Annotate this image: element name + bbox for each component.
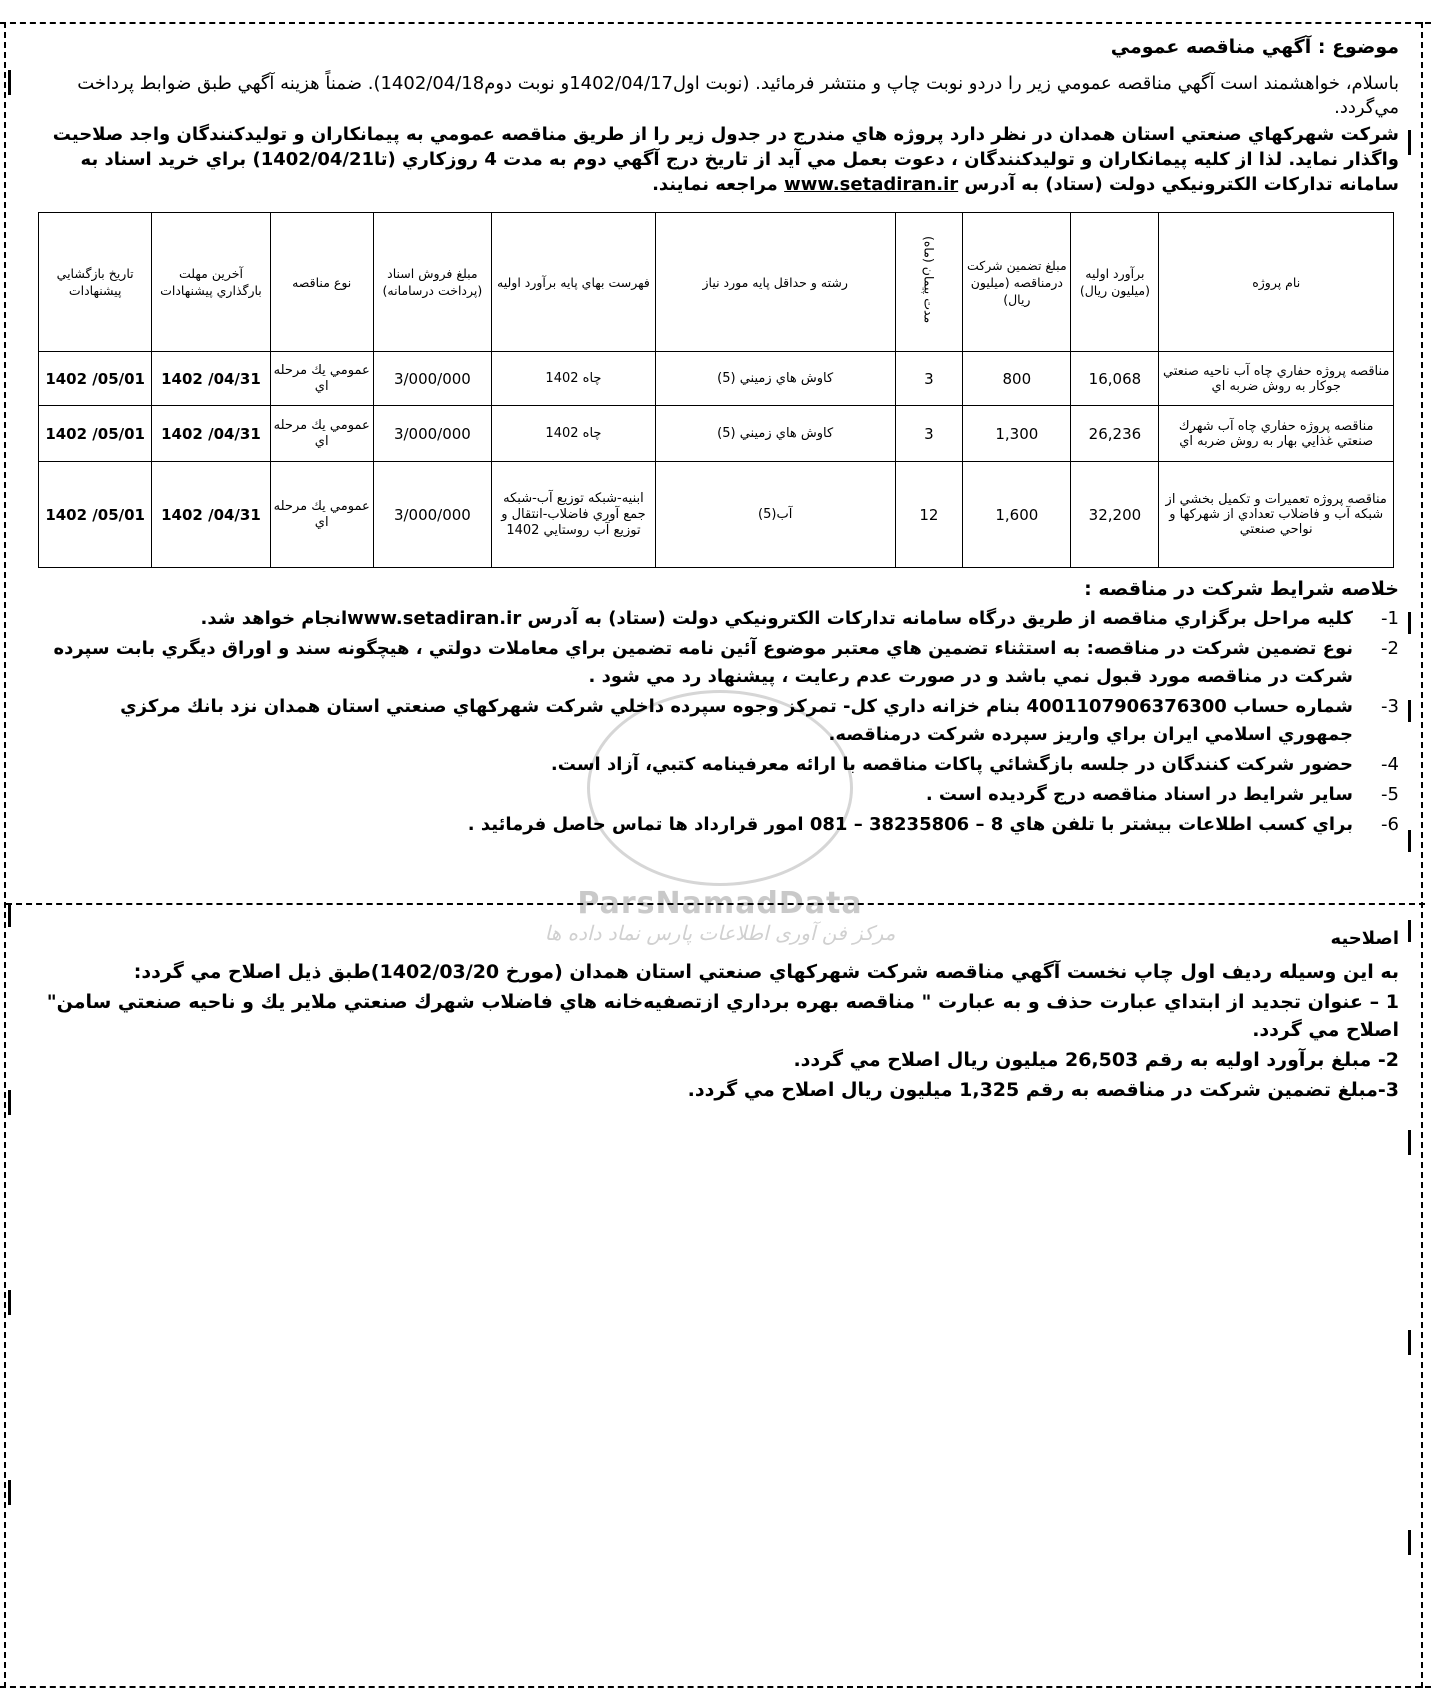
cell-deadline: 04/31/ 1402: [152, 406, 270, 462]
margin-rule: [1408, 612, 1411, 634]
conditions-list: [46, 605, 1399, 841]
condition-item: [46, 693, 1399, 749]
margin-rule: [1408, 1130, 1411, 1155]
col-tender-type: نوع مناقصه: [270, 213, 373, 352]
col-duration-label: مدت پيمان (ماه): [921, 236, 937, 324]
tender-table: [38, 212, 1394, 568]
condition-item: [46, 751, 1399, 779]
margin-rule: [8, 1480, 11, 1505]
margin-rule: [1408, 920, 1411, 942]
table-row: [39, 462, 1394, 568]
condition-text: براي كسب اطلاعات بيشتر با تلفن هاي 8 – 38235806 – 081 امور قرارداد ها تماس حاصل فرمائيد .: [467, 814, 1353, 835]
page-frame-left: [4, 22, 6, 1688]
col-project-name: نام پروژه: [1159, 213, 1394, 352]
cell-price-list: چاه 1402: [492, 352, 656, 406]
col-duration: [895, 213, 963, 352]
website-link[interactable]: www.setadiran.ir: [784, 174, 959, 195]
condition-item: [46, 811, 1399, 839]
section-divider: [6, 903, 1425, 905]
cell-project-name: مناقصه پروژه حفاري چاه آب شهرك صنعتي غذايي بهار به روش ضربه اي: [1159, 406, 1394, 462]
cell-guarantee: 1,600: [963, 462, 1071, 568]
cell-duration: 3: [895, 406, 963, 462]
margin-rule: [1408, 700, 1411, 722]
margin-rule: [1408, 1330, 1411, 1355]
table-row: [39, 406, 1394, 462]
cell-estimate: 16,068: [1071, 352, 1159, 406]
condition-item: [46, 605, 1399, 633]
margin-rule: [8, 905, 11, 927]
margin-rule: [8, 70, 11, 95]
cell-field: آب(5): [655, 462, 895, 568]
condition-text: نوع تضمين شركت در مناقصه: به استثناء تضمين هاي معتبر موضوع آئين نامه تضمين براي معاملات دولتي ، هيچگونه سند و اوراق ديگري بابت سپرده شركت در مناقصه مورد قبول نمي باشد و در صورت عدم رعايت ، پيشنهاد رد مي شود .: [53, 638, 1353, 687]
cell-duration: 12: [895, 462, 963, 568]
condition-text: حضور شركت كنندگان در جلسه بازگشائي پاكات مناقصه با ارائه معرفينامه كتبي، آزاد است.: [550, 754, 1353, 775]
cell-tender-type: عمومي يك مرحله اي: [270, 462, 373, 568]
invitation-text: شركت شهركهاي صنعتي استان همدان در نظر دارد پروژه هاي مندرج در جدول زير را از طريق مناقصه عمومي به پيمانكاران و توليدكنندگان واجد صلاحيت واگذار نمايد. لذا از كليه پيمانكاران و توليدكنندگان ، دعوت بعمل مي آيد از تاريخ درج آگهي دوم به مدت 4 روزكاري (تا1402/04/21) براي خريد اسناد به سامانه تداركات الكترونيكي دولت (ستاد) به آدرس: [52, 124, 1399, 195]
cell-doc-price: 3/000/000: [373, 352, 491, 406]
cell-tender-type: عمومي يك مرحله اي: [270, 352, 373, 406]
col-estimate: برآورد اوليه (ميليون ريال): [1071, 213, 1159, 352]
correction-line: 1 – عنوان تجديد از ابتداي عبارت حذف و به عبارت " مناقصه بهره برداري ازتصفيه‌خانه هاي فاضلاب شهرك صنعتي ملاير يك و ناحيه صنعتي سامن" اصلاح مي گردد.: [46, 991, 1399, 1041]
cell-deadline: 04/31/ 1402: [152, 462, 270, 568]
invitation-end: مراجعه نمايند.: [652, 174, 778, 195]
col-field: رشته و حداقل پايه مورد نياز: [655, 213, 895, 352]
col-opening: تاريخ بازگشايي پيشنهادات: [39, 213, 152, 352]
cell-doc-price: 3/000/000: [373, 462, 491, 568]
correction-line: 2- مبلغ برآورد اوليه به رقم 26,503 ميليون ريال اصلاح مي گردد.: [793, 1049, 1399, 1071]
condition-number: 3-: [1381, 696, 1399, 717]
col-guarantee: مبلغ تضمين شركت درمناقصه (ميليون ريال): [963, 213, 1071, 352]
condition-number: 2-: [1381, 638, 1399, 659]
watermark-brand-fa: مرکز فن آوری اطلاعات پارس نماد داده ها: [544, 921, 896, 945]
cell-estimate: 26,236: [1071, 406, 1159, 462]
conditions-title: خلاصه شرايط شركت در مناقصه :: [1084, 578, 1399, 600]
cell-tender-type: عمومي يك مرحله اي: [270, 406, 373, 462]
condition-number: 4-: [1381, 754, 1399, 775]
cell-estimate: 32,200: [1071, 462, 1159, 568]
subject-heading: موضوع : آگهي مناقصه عمومي: [1110, 36, 1399, 58]
col-doc-price: مبلغ فروش اسناد (پرداخت درسامانه): [373, 213, 491, 352]
condition-text: شماره حساب 4001107906376300 بنام خزانه داري كل- تمركز وجوه سپرده داخلي شركت شهركهاي صنعتي استان همدان نزد بانك مركزي جمهوري اسلامي ايران براي واريز سپرده شركت درمناقصه.: [120, 696, 1353, 745]
cell-project-name: مناقصه پروژه حفاري چاه آب ناحيه صنعتي جوكار به روش ضربه اي: [1159, 352, 1394, 406]
cell-project-name: مناقصه پروژه تعميرات و تكميل بخشي از شبكه آب و فاضلاب تعدادي از شهركها و نواحي صنعتي: [1159, 462, 1394, 568]
cell-deadline: 04/31/ 1402: [152, 352, 270, 406]
cell-opening: 05/01/ 1402: [39, 406, 152, 462]
col-deadline: آخرين مهلت بارگذاري پيشنهادات: [152, 213, 270, 352]
intro-paragraph: باسلام، خواهشمند است آگهي مناقصه عمومي زير را دردو نوبت چاپ و منتشر فرمائيد. (نوبت اول1402/04/17و نوبت دوم1402/04/18). ضمناً هزينه آگهي طبق ضوابط پرداخت مي‌گردد.: [77, 73, 1399, 118]
condition-item: [46, 635, 1399, 691]
cell-duration: 3: [895, 352, 963, 406]
condition-item: [46, 781, 1399, 809]
table-header-row: [39, 213, 1394, 352]
margin-rule: [8, 1290, 11, 1315]
correction-title: اصلاحيه: [1330, 928, 1399, 949]
col-price-list: فهرست بهاي پايه برآورد اوليه: [492, 213, 656, 352]
cell-doc-price: 3/000/000: [373, 406, 491, 462]
page-frame-top: [0, 22, 1431, 24]
correction-line: به اين وسيله رديف اول چاپ نخست آگهي مناقصه شركت شهركهاي صنعتي استان همدان (مورخ 1402/03/20)طبق ذيل اصلاح مي گردد:: [133, 961, 1399, 983]
cell-guarantee: 1,300: [963, 406, 1071, 462]
cell-price-list: ابنيه-شبكه توزيع آب-شبكه جمع آوري فاضلاب-انتقال و توزيع آب روستايي 1402: [492, 462, 656, 568]
condition-number: 5-: [1381, 784, 1399, 805]
margin-rule: [8, 1090, 11, 1115]
cell-guarantee: 800: [963, 352, 1071, 406]
watermark-brand-en: ParsNamadData: [577, 886, 863, 921]
correction-line: 3-مبلغ تضمين شركت در مناقصه به رقم 1,325 ميليون ريال اصلاح مي گردد.: [687, 1079, 1399, 1101]
page-frame-right: [1421, 22, 1423, 1688]
condition-number: 6-: [1381, 814, 1399, 835]
correction-body: [46, 958, 1399, 1106]
invitation-paragraph: [46, 122, 1399, 197]
page-frame-bottom: [0, 1686, 1431, 1688]
margin-rule: [1408, 830, 1411, 852]
cell-opening: 05/01/ 1402: [39, 352, 152, 406]
cell-price-list: چاه 1402: [492, 406, 656, 462]
condition-text: ساير شرايط در اسناد مناقصه درج گرديده است .: [925, 784, 1353, 805]
table-row: [39, 352, 1394, 406]
cell-field: كاوش هاي زميني (5): [655, 352, 895, 406]
cell-field: كاوش هاي زميني (5): [655, 406, 895, 462]
condition-text: كليه مراحل برگزاري مناقصه از طريق درگاه سامانه تداركات الكترونيكي دولت (ستاد) به آدرس www.setadiran.irانجام خواهد شد.: [200, 608, 1353, 629]
condition-number: 1-: [1381, 608, 1399, 629]
cell-opening: 05/01/ 1402: [39, 462, 152, 568]
margin-rule: [1408, 130, 1411, 155]
margin-rule: [1408, 1530, 1411, 1555]
